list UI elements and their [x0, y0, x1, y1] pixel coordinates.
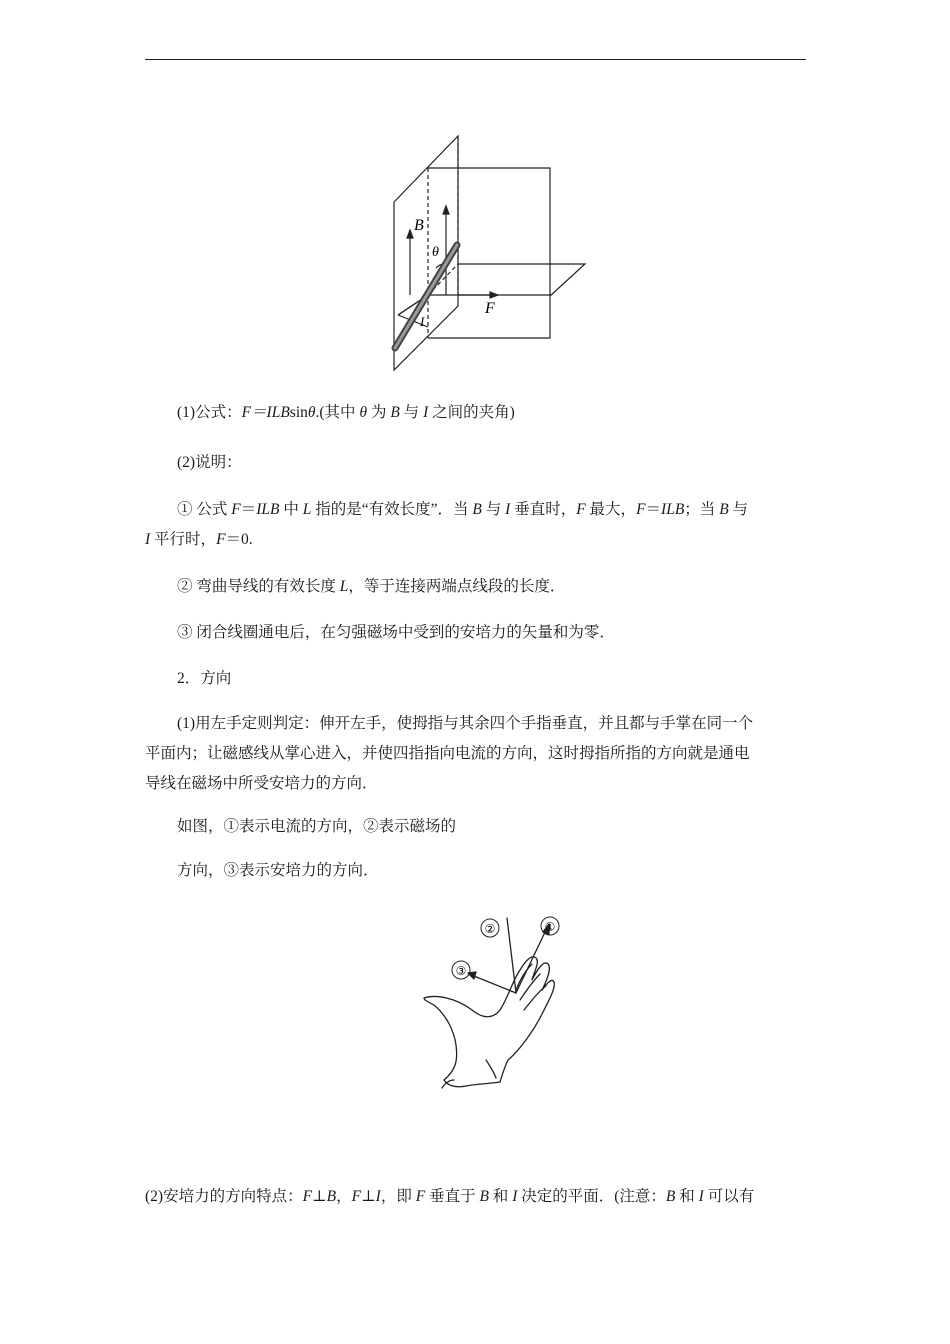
- left-hand-rule-line-3: 导线在磁场中所受安培力的方向．: [145, 775, 378, 792]
- ampere-force-3d-diagram: [380, 130, 590, 375]
- header-rule: [145, 59, 806, 60]
- hand-outline: [424, 957, 554, 1082]
- i-label: I: [420, 314, 425, 329]
- label-2: ②: [484, 922, 496, 936]
- force-direction-characteristics: (2)安培力的方向特点：F⊥B，F⊥I，即 F 垂直于 B 和 I 决定的平面．(注意：B 和 I 可以有: [145, 1188, 755, 1205]
- explanation-heading: (2)说明：: [177, 454, 242, 471]
- label-3: ③: [455, 964, 467, 978]
- left-hand-rule-line-1: (1)用左手定则判定：伸开左手，使拇指与其余四个手指垂直，并且都与手掌在同一个: [177, 715, 754, 732]
- left-hand-diagram: [416, 910, 566, 1100]
- horizontal-plane: [458, 264, 585, 296]
- note-1-line-1: ① 公式 F＝ILB 中 L 指的是“有效长度”．当 B 与 I 垂直时，F 最大，F＝ILB；当 B 与: [177, 501, 749, 518]
- left-hand-rule-line-2: 平面内；让磁感线从掌心进入，并使四指指向电流的方向，这时拇指所指的方向就是通电: [145, 745, 750, 762]
- formula-paragraph: (1)公式：F＝ILBsinθ.(其中 θ 为 B 与 I 之间的夹角): [177, 404, 515, 421]
- figure-caption-line-2: 方向，③表示安培力的方向．: [177, 862, 379, 879]
- b-label: B: [414, 217, 424, 234]
- label-1: ①: [544, 920, 556, 934]
- figure-caption-line-1: 如图，①表示电流的方向，②表示磁场的: [177, 818, 457, 835]
- f-label: F: [485, 300, 495, 317]
- theta-label: θ: [432, 245, 439, 260]
- section-direction-heading: 2．方向: [177, 670, 232, 687]
- magnetic-field-arrow: [507, 918, 516, 993]
- note-3: ③ 闭合线圈通电后，在匀强磁场中受到的安培力的矢量和为零．: [177, 624, 615, 641]
- note-1-line-2: I 平行时，F＝0.: [145, 531, 253, 548]
- note-2: ② 弯曲导线的有效长度 L，等于连接两端点线段的长度．: [177, 578, 566, 595]
